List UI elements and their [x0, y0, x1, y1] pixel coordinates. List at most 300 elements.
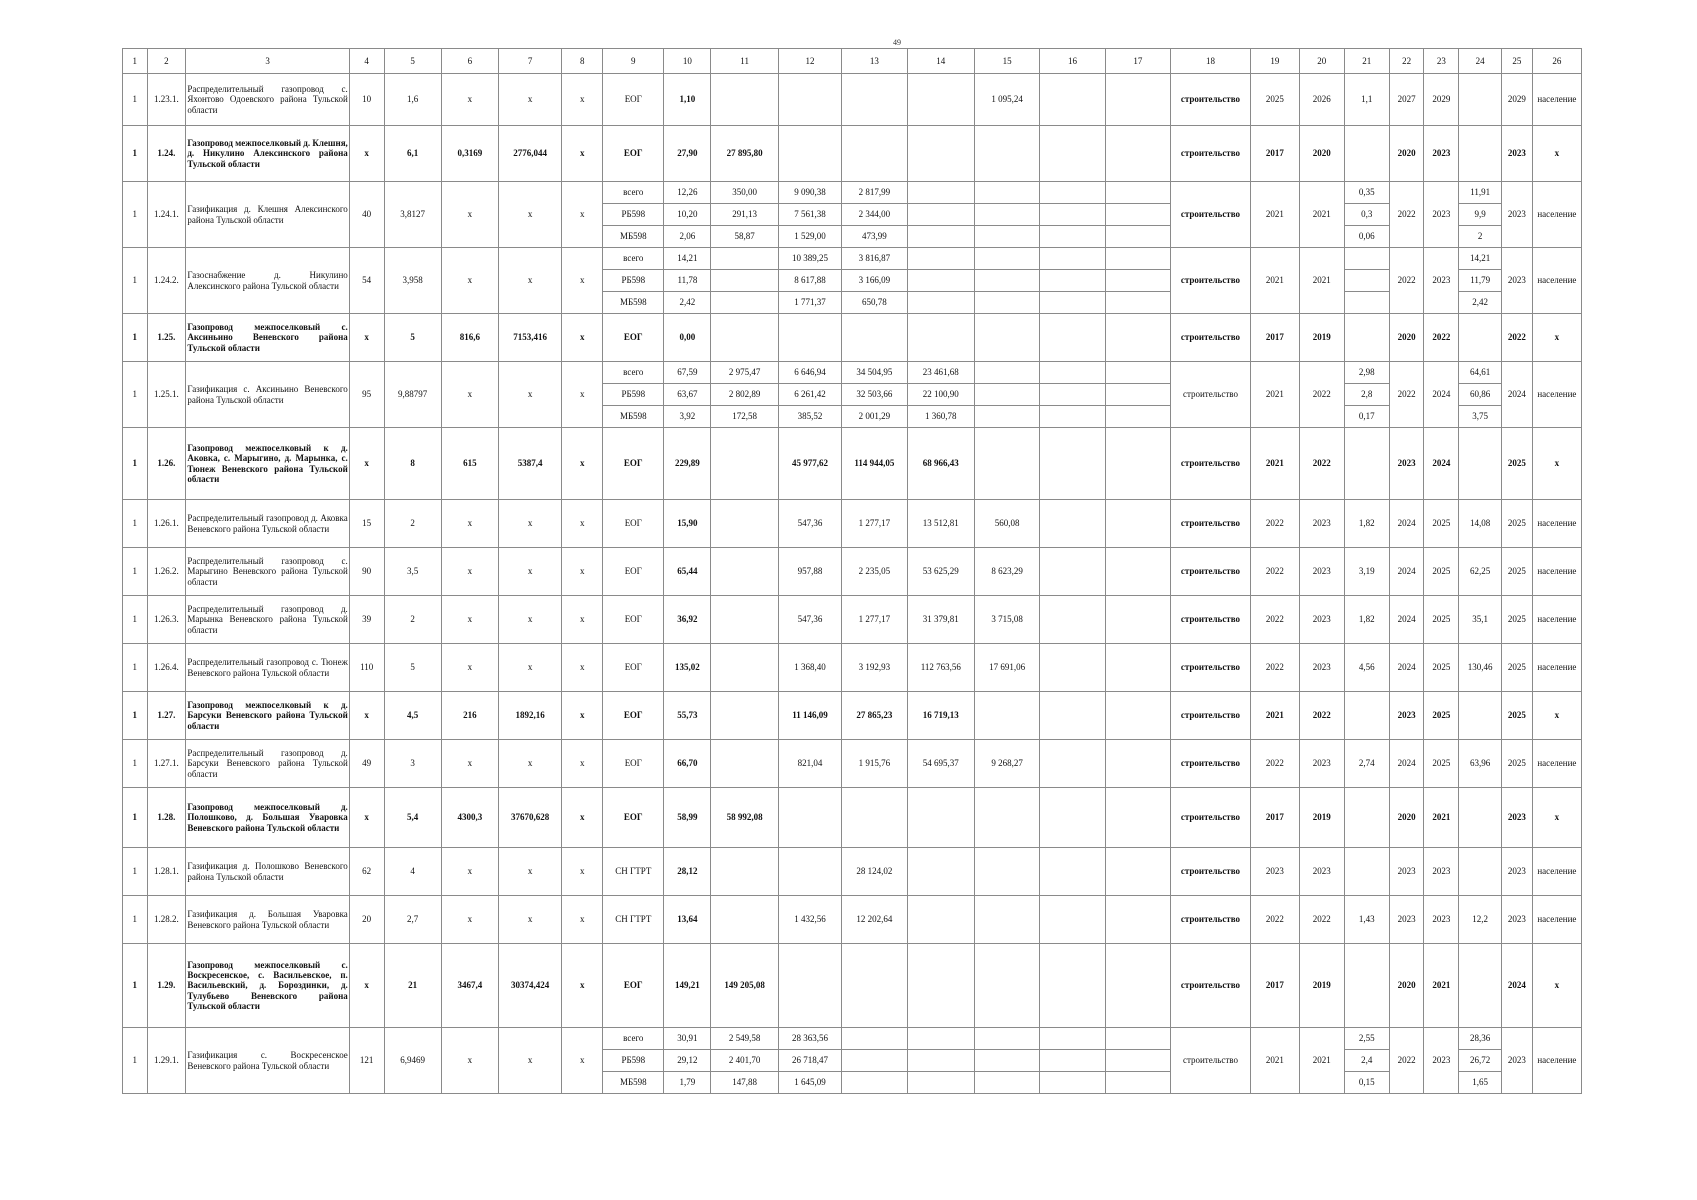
- cell-col-7: 7153,416: [498, 314, 561, 362]
- column-number: 13: [842, 49, 907, 74]
- cell-col-1: 1: [123, 314, 148, 362]
- table-row: [123, 126, 1582, 182]
- object-name: Распределительный газопровод д. Марынка Веневского района Тульской области: [186, 596, 349, 644]
- cell-col-26: население: [1532, 596, 1581, 644]
- cell-col-4: 110: [349, 644, 384, 692]
- cell-col-20: 2019: [1299, 944, 1344, 1028]
- cell-col-5: 3: [384, 740, 441, 788]
- cell-col-11: [711, 740, 778, 788]
- cell-col-11: [711, 500, 778, 548]
- cell-col-16: [1040, 270, 1105, 292]
- cell-col-12: 9 090,38: [778, 182, 841, 204]
- cell-col-6: х: [441, 500, 498, 548]
- column-number: 1: [123, 49, 148, 74]
- cell-col-19: 2022: [1250, 548, 1299, 596]
- cell-col-8: х: [562, 896, 603, 944]
- object-name: Распределительный газопровод д. Аковка Веневского района Тульской области: [186, 500, 349, 548]
- cell-col-7: 2776,044: [498, 126, 561, 182]
- cell-col-9: СН ГТРТ: [603, 848, 664, 896]
- table-body: [123, 49, 1582, 1094]
- cell-col-16: [1040, 644, 1105, 692]
- object-name: Распределительный газопровод с. Яхонтово Одоевского района Тульской области: [186, 74, 349, 126]
- cell-col-1: 1: [123, 1028, 148, 1094]
- cell-col-26: х: [1532, 314, 1581, 362]
- cell-col-13: [842, 944, 907, 1028]
- cell-col-17: [1105, 500, 1170, 548]
- cell-col-16: [1040, 182, 1105, 204]
- column-number: 18: [1171, 49, 1251, 74]
- cell-col-9: всего: [603, 1028, 664, 1050]
- cell-col-2: 1.27.: [147, 692, 186, 740]
- cell-col-9: ЕОГ: [603, 944, 664, 1028]
- cell-col-10: 14,21: [664, 248, 711, 270]
- cell-col-20: 2019: [1299, 314, 1344, 362]
- cell-col-23: 2021: [1424, 788, 1459, 848]
- cell-col-12: 821,04: [778, 740, 841, 788]
- column-number: 12: [778, 49, 841, 74]
- cell-col-17: [1105, 1050, 1170, 1072]
- cell-col-26: население: [1532, 644, 1581, 692]
- cell-col-20: 2020: [1299, 126, 1344, 182]
- object-name: Распределительный газопровод с. Марыгино Веневского района Тульской области: [186, 548, 349, 596]
- cell-col-9: МБ598: [603, 406, 664, 428]
- cell-col-11: 2 401,70: [711, 1050, 778, 1072]
- cell-col-4: 62: [349, 848, 384, 896]
- cell-col-21: 4,56: [1344, 644, 1389, 692]
- cell-col-21: 0,35: [1344, 182, 1389, 204]
- cell-col-17: [1105, 896, 1170, 944]
- cell-col-14: [907, 944, 974, 1028]
- cell-col-11: 147,88: [711, 1072, 778, 1094]
- table-row: [123, 248, 1582, 270]
- cell-col-16: [1040, 248, 1105, 270]
- cell-col-25: 2025: [1502, 428, 1533, 500]
- cell-col-24: 62,25: [1459, 548, 1502, 596]
- cell-col-17: [1105, 292, 1170, 314]
- cell-col-18: строительство: [1171, 644, 1251, 692]
- cell-col-4: х: [349, 428, 384, 500]
- cell-col-7: х: [498, 848, 561, 896]
- cell-col-17: [1105, 126, 1170, 182]
- cell-col-25: 2025: [1502, 644, 1533, 692]
- cell-col-17: [1105, 362, 1170, 384]
- cell-col-25: 2023: [1502, 848, 1533, 896]
- column-number: 9: [603, 49, 664, 74]
- cell-col-11: 27 895,80: [711, 126, 778, 182]
- cell-col-4: 10: [349, 74, 384, 126]
- cell-col-12: 28 363,56: [778, 1028, 841, 1050]
- cell-col-16: [1040, 428, 1105, 500]
- cell-col-10: 135,02: [664, 644, 711, 692]
- cell-col-1: 1: [123, 548, 148, 596]
- cell-col-8: х: [562, 428, 603, 500]
- cell-col-6: х: [441, 740, 498, 788]
- table-row: [123, 944, 1582, 1028]
- cell-col-5: 21: [384, 944, 441, 1028]
- cell-col-22: 2023: [1389, 428, 1424, 500]
- cell-col-10: 15,90: [664, 500, 711, 548]
- cell-col-22: 2024: [1389, 500, 1424, 548]
- column-number: 8: [562, 49, 603, 74]
- cell-col-6: 615: [441, 428, 498, 500]
- cell-col-10: 149,21: [664, 944, 711, 1028]
- cell-col-20: 2022: [1299, 362, 1344, 428]
- table-row: [123, 182, 1582, 204]
- object-name: Газопровод межпоселковый с. Воскресенское, с. Васильевское, п. Васильевский, д. Бороздинки, д. Тулубьево Веневского района Тульской области: [186, 944, 349, 1028]
- cell-col-10: 66,70: [664, 740, 711, 788]
- cell-col-26: население: [1532, 74, 1581, 126]
- cell-col-19: 2021: [1250, 248, 1299, 314]
- cell-col-23: 2024: [1424, 362, 1459, 428]
- cell-col-15: [974, 248, 1039, 270]
- cell-col-11: 149 205,08: [711, 944, 778, 1028]
- cell-col-12: 385,52: [778, 406, 841, 428]
- cell-col-24: [1459, 74, 1502, 126]
- cell-col-20: 2021: [1299, 248, 1344, 314]
- cell-col-14: [907, 896, 974, 944]
- cell-col-23: 2024: [1424, 428, 1459, 500]
- cell-col-2: 1.26.2.: [147, 548, 186, 596]
- cell-col-18: строительство: [1171, 314, 1251, 362]
- table-row: [123, 848, 1582, 896]
- cell-col-13: 3 816,87: [842, 248, 907, 270]
- cell-col-9: всего: [603, 248, 664, 270]
- cell-col-25: 2023: [1502, 182, 1533, 248]
- cell-col-1: 1: [123, 500, 148, 548]
- cell-col-12: [778, 944, 841, 1028]
- cell-col-18: строительство: [1171, 428, 1251, 500]
- column-number: 10: [664, 49, 711, 74]
- cell-col-7: х: [498, 596, 561, 644]
- cell-col-18: строительство: [1171, 848, 1251, 896]
- cell-col-17: [1105, 644, 1170, 692]
- cell-col-10: 1,10: [664, 74, 711, 126]
- cell-col-2: 1.26.1.: [147, 500, 186, 548]
- cell-col-6: х: [441, 248, 498, 314]
- cell-col-26: население: [1532, 548, 1581, 596]
- cell-col-1: 1: [123, 74, 148, 126]
- table-row: [123, 644, 1582, 692]
- cell-col-16: [1040, 848, 1105, 896]
- cell-col-2: 1.27.1.: [147, 740, 186, 788]
- cell-col-15: 9 268,27: [974, 740, 1039, 788]
- cell-col-22: 2022: [1389, 362, 1424, 428]
- cell-col-7: х: [498, 182, 561, 248]
- cell-col-14: 22 100,90: [907, 384, 974, 406]
- cell-col-18: строительство: [1171, 500, 1251, 548]
- cell-col-13: 2 817,99: [842, 182, 907, 204]
- cell-col-13: 34 504,95: [842, 362, 907, 384]
- table-row: [123, 548, 1582, 596]
- cell-col-25: 2024: [1502, 944, 1533, 1028]
- cell-col-14: [907, 1050, 974, 1072]
- cell-col-18: строительство: [1171, 596, 1251, 644]
- cell-col-14: 1 360,78: [907, 406, 974, 428]
- cell-col-4: х: [349, 692, 384, 740]
- cell-col-19: 2021: [1250, 428, 1299, 500]
- cell-col-1: 1: [123, 428, 148, 500]
- cell-col-9: РБ598: [603, 1050, 664, 1072]
- cell-col-8: х: [562, 692, 603, 740]
- cell-col-14: [907, 74, 974, 126]
- cell-col-15: [974, 226, 1039, 248]
- cell-col-4: х: [349, 314, 384, 362]
- cell-col-10: 2,06: [664, 226, 711, 248]
- column-number: 3: [186, 49, 349, 74]
- object-name: Газоснабжение д. Никулино Алексинского района Тульской области: [186, 248, 349, 314]
- cell-col-16: [1040, 362, 1105, 384]
- column-number: 26: [1532, 49, 1581, 74]
- cell-col-8: х: [562, 1028, 603, 1094]
- cell-col-20: 2023: [1299, 596, 1344, 644]
- cell-col-5: 3,5: [384, 548, 441, 596]
- cell-col-8: х: [562, 182, 603, 248]
- cell-col-14: [907, 848, 974, 896]
- cell-col-17: [1105, 596, 1170, 644]
- table-row: [123, 692, 1582, 740]
- cell-col-2: 1.23.1.: [147, 74, 186, 126]
- cell-col-23: 2023: [1424, 896, 1459, 944]
- cell-col-8: х: [562, 74, 603, 126]
- cell-col-10: 0,00: [664, 314, 711, 362]
- cell-col-13: [842, 126, 907, 182]
- cell-col-18: строительство: [1171, 362, 1251, 428]
- cell-col-16: [1040, 788, 1105, 848]
- cell-col-1: 1: [123, 896, 148, 944]
- cell-col-16: [1040, 204, 1105, 226]
- cell-col-24: 64,61: [1459, 362, 1502, 384]
- cell-col-2: 1.28.1.: [147, 848, 186, 896]
- cell-col-10: 12,26: [664, 182, 711, 204]
- cell-col-12: [778, 848, 841, 896]
- cell-col-25: 2023: [1502, 788, 1533, 848]
- cell-col-23: 2021: [1424, 944, 1459, 1028]
- cell-col-24: 2,42: [1459, 292, 1502, 314]
- cell-col-16: [1040, 500, 1105, 548]
- cell-col-15: [974, 1050, 1039, 1072]
- cell-col-17: [1105, 1072, 1170, 1094]
- cell-col-26: население: [1532, 362, 1581, 428]
- cell-col-14: 13 512,81: [907, 500, 974, 548]
- cell-col-25: 2023: [1502, 1028, 1533, 1094]
- cell-col-22: 2022: [1389, 1028, 1424, 1094]
- cell-col-23: 2025: [1424, 548, 1459, 596]
- cell-col-19: 2022: [1250, 896, 1299, 944]
- cell-col-22: 2020: [1389, 788, 1424, 848]
- cell-col-20: 2023: [1299, 644, 1344, 692]
- cell-col-10: 65,44: [664, 548, 711, 596]
- cell-col-17: [1105, 384, 1170, 406]
- cell-col-4: 54: [349, 248, 384, 314]
- column-number: 14: [907, 49, 974, 74]
- cell-col-9: всего: [603, 362, 664, 384]
- object-name: Газопровод межпоселковый д. Клешня, д. Никулино Алексинского района Тульской области: [186, 126, 349, 182]
- cell-col-18: строительство: [1171, 692, 1251, 740]
- cell-col-24: 1,65: [1459, 1072, 1502, 1094]
- cell-col-21: [1344, 248, 1389, 270]
- cell-col-6: х: [441, 1028, 498, 1094]
- cell-col-11: [711, 548, 778, 596]
- cell-col-15: 560,08: [974, 500, 1039, 548]
- cell-col-7: 1892,16: [498, 692, 561, 740]
- cell-col-7: х: [498, 500, 561, 548]
- cell-col-13: 1 277,17: [842, 500, 907, 548]
- cell-col-12: 1 432,56: [778, 896, 841, 944]
- object-name: Распределительный газопровод с. Тюнеж Веневского района Тульской области: [186, 644, 349, 692]
- cell-col-12: [778, 74, 841, 126]
- cell-col-24: [1459, 126, 1502, 182]
- cell-col-5: 4: [384, 848, 441, 896]
- cell-col-20: 2021: [1299, 1028, 1344, 1094]
- cell-col-7: 37670,628: [498, 788, 561, 848]
- cell-col-17: [1105, 182, 1170, 204]
- cell-col-24: 2: [1459, 226, 1502, 248]
- cell-col-21: 1,1: [1344, 74, 1389, 126]
- cell-col-8: х: [562, 248, 603, 314]
- cell-col-18: строительство: [1171, 1028, 1251, 1094]
- cell-col-7: х: [498, 74, 561, 126]
- cell-col-22: 2020: [1389, 314, 1424, 362]
- cell-col-22: 2027: [1389, 74, 1424, 126]
- cell-col-14: 112 763,56: [907, 644, 974, 692]
- cell-col-17: [1105, 740, 1170, 788]
- cell-col-21: [1344, 848, 1389, 896]
- cell-col-20: 2022: [1299, 896, 1344, 944]
- cell-col-13: 32 503,66: [842, 384, 907, 406]
- cell-col-12: 1 645,09: [778, 1072, 841, 1094]
- cell-col-9: ЕОГ: [603, 314, 664, 362]
- cell-col-21: [1344, 314, 1389, 362]
- cell-col-15: 8 623,29: [974, 548, 1039, 596]
- cell-col-15: [974, 204, 1039, 226]
- cell-col-4: 40: [349, 182, 384, 248]
- cell-col-21: 1,43: [1344, 896, 1389, 944]
- table-row: [123, 1028, 1582, 1050]
- cell-col-9: ЕОГ: [603, 788, 664, 848]
- cell-col-1: 1: [123, 644, 148, 692]
- cell-col-2: 1.26.3.: [147, 596, 186, 644]
- column-number: 15: [974, 49, 1039, 74]
- cell-col-21: 3,19: [1344, 548, 1389, 596]
- cell-col-17: [1105, 788, 1170, 848]
- cell-col-24: [1459, 692, 1502, 740]
- column-number: 19: [1250, 49, 1299, 74]
- cell-col-16: [1040, 740, 1105, 788]
- cell-col-18: строительство: [1171, 248, 1251, 314]
- cell-col-24: 130,46: [1459, 644, 1502, 692]
- cell-col-6: 3467,4: [441, 944, 498, 1028]
- cell-col-17: [1105, 314, 1170, 362]
- cell-col-15: [974, 1072, 1039, 1094]
- cell-col-10: 29,12: [664, 1050, 711, 1072]
- cell-col-15: [974, 126, 1039, 182]
- cell-col-4: 39: [349, 596, 384, 644]
- cell-col-12: 6 261,42: [778, 384, 841, 406]
- cell-col-18: строительство: [1171, 740, 1251, 788]
- cell-col-16: [1040, 74, 1105, 126]
- cell-col-7: х: [498, 1028, 561, 1094]
- cell-col-12: 1 771,37: [778, 292, 841, 314]
- cell-col-14: [907, 126, 974, 182]
- cell-col-26: население: [1532, 1028, 1581, 1094]
- cell-col-13: 650,78: [842, 292, 907, 314]
- cell-col-19: 2017: [1250, 314, 1299, 362]
- table-row: [123, 314, 1582, 362]
- cell-col-23: 2022: [1424, 314, 1459, 362]
- cell-col-14: [907, 248, 974, 270]
- cell-col-2: 1.29.1.: [147, 1028, 186, 1094]
- cell-col-4: 121: [349, 1028, 384, 1094]
- cell-col-13: 2 235,05: [842, 548, 907, 596]
- cell-col-21: 2,4: [1344, 1050, 1389, 1072]
- cell-col-26: население: [1532, 740, 1581, 788]
- cell-col-13: 473,99: [842, 226, 907, 248]
- cell-col-22: 2020: [1389, 944, 1424, 1028]
- cell-col-11: [711, 644, 778, 692]
- cell-col-8: х: [562, 644, 603, 692]
- cell-col-15: [974, 314, 1039, 362]
- cell-col-10: 2,42: [664, 292, 711, 314]
- cell-col-19: 2021: [1250, 362, 1299, 428]
- object-name: Газопровод межпоселковый д. Полошково, д. Большая Уваровка Веневского района Тульской области: [186, 788, 349, 848]
- cell-col-26: х: [1532, 944, 1581, 1028]
- cell-col-24: 60,86: [1459, 384, 1502, 406]
- cell-col-23: 2023: [1424, 848, 1459, 896]
- cell-col-20: 2022: [1299, 692, 1344, 740]
- cell-col-4: 90: [349, 548, 384, 596]
- cell-col-6: х: [441, 596, 498, 644]
- cell-col-10: 10,20: [664, 204, 711, 226]
- gas-pipeline-table: [122, 48, 1582, 1094]
- cell-col-11: 58,87: [711, 226, 778, 248]
- cell-col-2: 1.25.1.: [147, 362, 186, 428]
- cell-col-22: 2024: [1389, 740, 1424, 788]
- table-row: [123, 740, 1582, 788]
- cell-col-15: [974, 428, 1039, 500]
- cell-col-11: 2 802,89: [711, 384, 778, 406]
- cell-col-21: 0,3: [1344, 204, 1389, 226]
- column-number: 24: [1459, 49, 1502, 74]
- cell-col-21: [1344, 944, 1389, 1028]
- cell-col-17: [1105, 270, 1170, 292]
- cell-col-5: 6,1: [384, 126, 441, 182]
- cell-col-21: [1344, 270, 1389, 292]
- cell-col-17: [1105, 204, 1170, 226]
- cell-col-16: [1040, 596, 1105, 644]
- cell-col-24: 14,21: [1459, 248, 1502, 270]
- cell-col-24: [1459, 944, 1502, 1028]
- cell-col-20: 2023: [1299, 548, 1344, 596]
- cell-col-21: 0,15: [1344, 1072, 1389, 1094]
- cell-col-9: ЕОГ: [603, 740, 664, 788]
- cell-col-9: ЕОГ: [603, 126, 664, 182]
- cell-col-10: 3,92: [664, 406, 711, 428]
- cell-col-12: 10 389,25: [778, 248, 841, 270]
- cell-col-20: 2023: [1299, 500, 1344, 548]
- cell-col-11: [711, 314, 778, 362]
- cell-col-6: 216: [441, 692, 498, 740]
- cell-col-17: [1105, 548, 1170, 596]
- cell-col-11: [711, 692, 778, 740]
- cell-col-22: 2022: [1389, 182, 1424, 248]
- cell-col-24: [1459, 848, 1502, 896]
- cell-col-12: [778, 314, 841, 362]
- table-row: [123, 74, 1582, 126]
- cell-col-9: СН ГТРТ: [603, 896, 664, 944]
- cell-col-21: 1,82: [1344, 596, 1389, 644]
- cell-col-14: [907, 182, 974, 204]
- cell-col-12: 957,88: [778, 548, 841, 596]
